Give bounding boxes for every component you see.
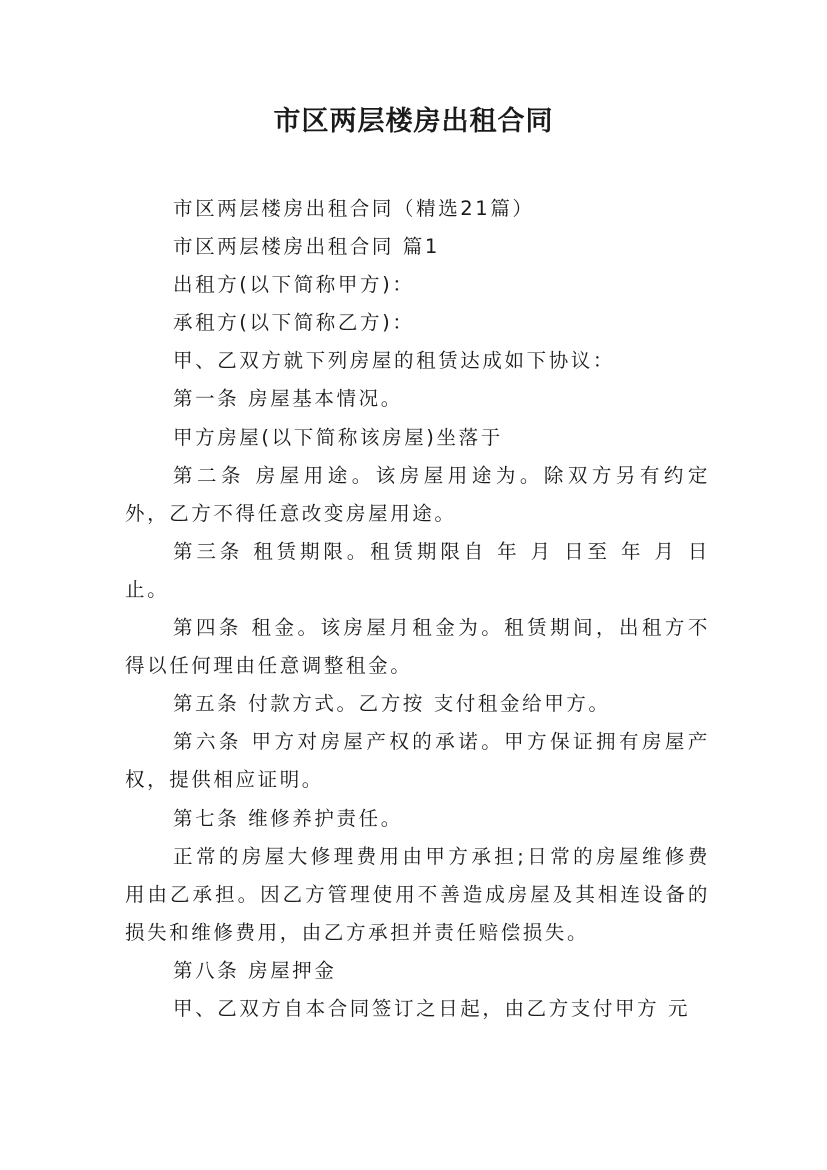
- paragraph: 市区两层楼房出租合同 篇1: [173, 235, 440, 259]
- paragraph: 甲、乙双方就下列房屋的租赁达成如下协议：: [173, 349, 616, 373]
- paragraph: 第四条 租金。该房屋月租金为。租赁期间，出租方不得以任何理由任意调整租金。: [125, 616, 710, 678]
- paragraph: 第七条 维修养护责任。: [173, 806, 403, 830]
- document-title: 市区两层楼房出租合同: [273, 106, 554, 137]
- paragraph: 第三条 租赁期限。租赁期限自 年 月 日至 年 月 日止。: [125, 539, 710, 601]
- paragraph: 第五条 付款方式。乙方按 支付租金给甲方。: [173, 692, 611, 716]
- paragraph: 出租方(以下简称甲方)：: [173, 273, 415, 297]
- paragraph: 第六条 甲方对房屋产权的承诺。甲方保证拥有房屋产权，提供相应证明。: [125, 730, 710, 792]
- paragraph: 承租方(以下简称乙方)：: [173, 311, 415, 335]
- paragraph: 甲、乙双方自本合同签订之日起，由乙方支付甲方 元: [173, 996, 691, 1020]
- paragraph: 第一条 房屋基本情况。: [173, 387, 403, 411]
- paragraph: 正常的房屋大修理费用由甲方承担;日常的房屋维修费用由乙承担。因乙方管理使用不善造成房屋及其相连设备的损失和维修费用，由乙方承担并责任赔偿损失。: [125, 844, 710, 944]
- document-body: [125, 190, 710, 1028]
- paragraph: 市区两层楼房出租合同（精选21篇）: [173, 197, 535, 220]
- paragraph: 第八条 房屋押金: [173, 958, 337, 982]
- paragraph: 甲方房屋(以下简称该房屋)坐落于: [173, 425, 503, 449]
- paragraph: 第二条 房屋用途。该房屋用途为。除双方另有约定外，乙方不得任意改变房屋用途。: [125, 463, 710, 525]
